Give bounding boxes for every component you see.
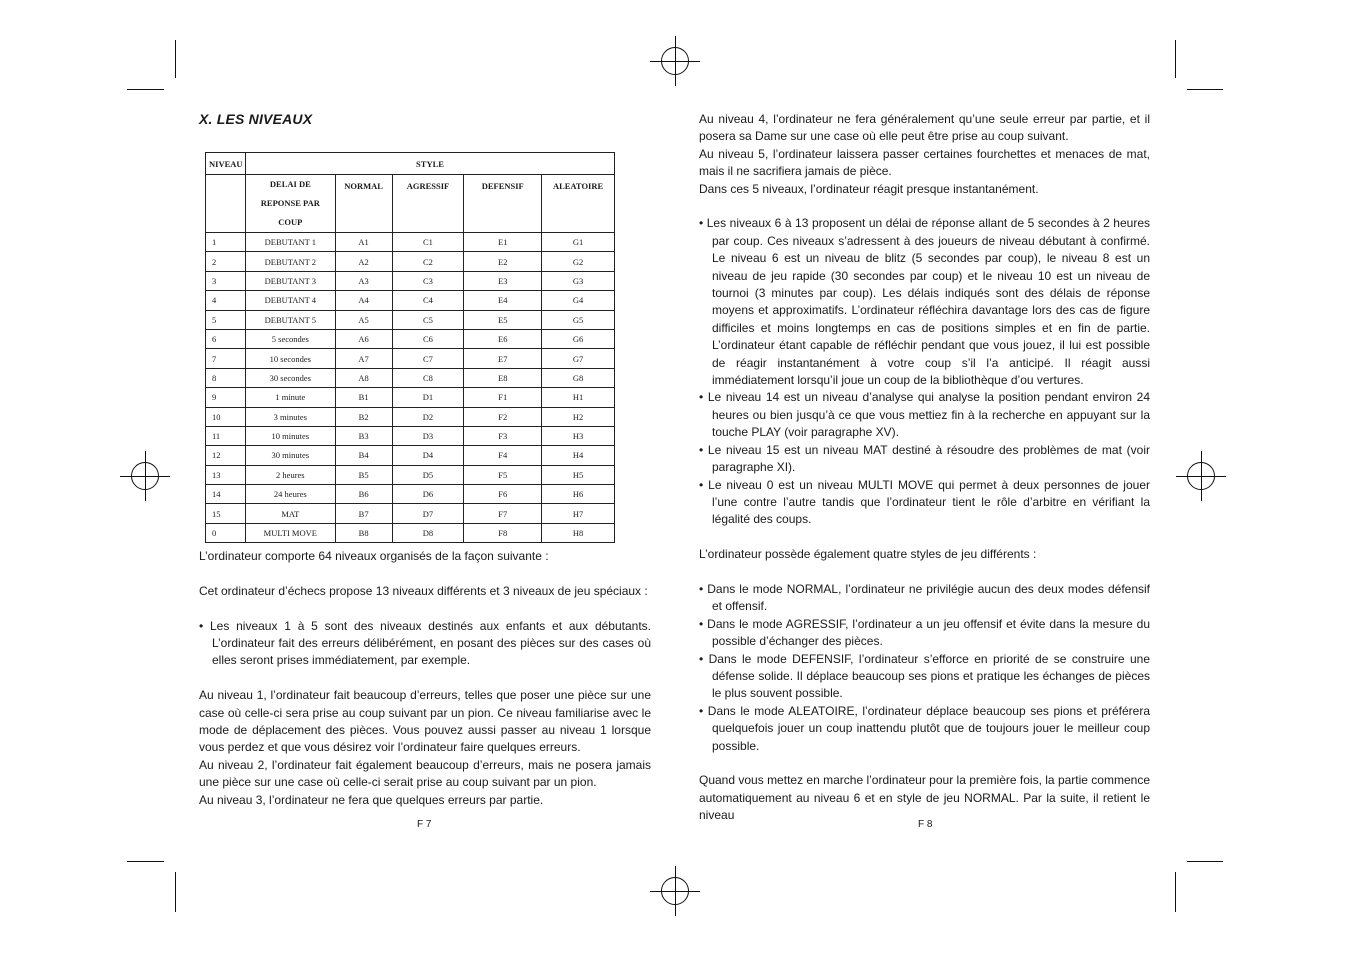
table-row — [206, 523, 615, 542]
table-cell: E8 — [464, 368, 542, 387]
table-cell: B1 — [335, 388, 392, 407]
table-cell: F6 — [464, 485, 542, 504]
table-cell: B5 — [335, 465, 392, 484]
paragraph: Quand vous mettez en marche l’ordinateur pour la première fois, la partie commence automatiquement au niveau 6 et en style de jeu NORMAL. Par la suite, il retient le niveau — [699, 773, 1150, 823]
bullet-item: • Dans le mode AGRESSIF, l’ordinateur a un jeu offensif et évite dans la mesure du possible d’échanger des pièces. — [699, 616, 1150, 649]
table-cell: H5 — [542, 465, 615, 484]
bullet-item: • Le niveau 14 est un niveau d’analyse qui analyse la position pendant environ 24 heures ou bien jusqu’à ce que vous mettiez fin à la recherche en appuyant sur la touche PLAY (voir paragraphe XV). — [699, 390, 1150, 440]
table-cell: E1 — [464, 233, 542, 252]
header-aleatoire: ALEATOIRE — [542, 175, 615, 233]
paragraph: Au niveau 5, l’ordinateur laissera passer certaines fourchettes et menaces de mat, mais il ne sacrifiera jamais de pièce. — [699, 146, 1150, 179]
table-cell: 9 — [206, 388, 246, 407]
table-cell: D1 — [392, 388, 464, 407]
table-cell: F2 — [464, 407, 542, 426]
paragraph: Cet ordinateur d’échecs propose 13 niveaux différents et 3 niveaux de jeu spéciaux : — [199, 583, 648, 598]
table-cell: B3 — [335, 426, 392, 445]
table-cell: 3 minutes — [245, 407, 335, 426]
table-cell: D8 — [392, 523, 464, 542]
registration-mark-icon — [661, 47, 689, 75]
table-cell: D7 — [392, 504, 464, 523]
crop-mark — [1175, 40, 1176, 78]
registration-mark-icon — [1187, 462, 1215, 490]
table-cell: A8 — [335, 368, 392, 387]
table-cell: 0 — [206, 523, 246, 542]
paragraph: Dans ces 5 niveaux, l’ordinateur réagit presque instantanément. — [699, 181, 1039, 196]
table-cell: E6 — [464, 329, 542, 348]
table-cell: DEBUTANT 2 — [245, 252, 335, 271]
table-cell: G1 — [542, 233, 615, 252]
page-number: F 7 — [417, 819, 432, 830]
table-cell: E3 — [464, 271, 542, 290]
table-cell: H8 — [542, 523, 615, 542]
left-column — [199, 548, 651, 809]
crop-mark — [127, 861, 164, 862]
table-cell: A6 — [335, 329, 392, 348]
header-niveau: NIVEAU — [206, 153, 246, 175]
table-cell: E5 — [464, 310, 542, 329]
levels-table — [205, 152, 615, 543]
table-cell: 7 — [206, 349, 246, 368]
table-cell: 1 minute — [245, 388, 335, 407]
registration-mark-icon — [131, 462, 159, 490]
table-cell: G6 — [542, 329, 615, 348]
table-cell: DEBUTANT 1 — [245, 233, 335, 252]
table-cell: B6 — [335, 485, 392, 504]
table-cell: H3 — [542, 426, 615, 445]
table-cell: B2 — [335, 407, 392, 426]
bullet-item: • Dans le mode NORMAL, l’ordinateur ne privilégie aucun des deux modes défensif et offensif. — [699, 581, 1150, 614]
table-cell: 10 minutes — [245, 426, 335, 445]
header-style: STYLE — [245, 153, 614, 175]
table-cell: 2 heures — [245, 465, 335, 484]
table-row — [206, 426, 615, 445]
table-cell: G3 — [542, 271, 615, 290]
table-cell: 8 — [206, 368, 246, 387]
table-cell: F5 — [464, 465, 542, 484]
table-cell: C8 — [392, 368, 464, 387]
table-cell: A4 — [335, 291, 392, 310]
section-title: X. LES NIVEAUX — [199, 111, 313, 127]
table-cell: E2 — [464, 252, 542, 271]
table-cell: DEBUTANT 3 — [245, 271, 335, 290]
header-agressif: AGRESSIF — [392, 175, 464, 233]
paragraph: Au niveau 1, l’ordinateur fait beaucoup d’erreurs, telles que poser une pièce sur une case où celle-ci sera prise au coup suivant par un pion. Ce niveau familiarise avec le mode de déplacement des pièces. Vous pouvez aussi passer au niveau 1 lorsque vous perdez et que vous désirez voir l’ordinateur faire quelques erreurs. — [199, 688, 651, 755]
bullet-item: • Les niveaux 6 à 13 proposent un délai de réponse allant de 5 secondes à 2 heures par coup. Ces niveaux s’adressent à des joueurs de niveau débutant à confirmé. Le niveau 6 est un niveau de blitz (5 secondes par coup), le niveau 8 est un niveau de jeu rapide (30 secondes par coup) et le niveau 10 est un niveau de tournoi (3 minutes par coup). Les délais indiqués sont des délais de réponse moyens et approximatifs. L’ordinateur réfléchira davantage lors des cas de figure difficiles et moins longtemps en cas de positions simples et en fin de partie. L’ordinateur étant capable de réfléchir pendant que vous jouez, il lui est possible de réagir instantanément à votre coup s’il l’a anticipé. Il réagit aussi immédiatement lorsqu’il joue un coup de la bibliothèque d’ou vertures. — [699, 216, 1150, 388]
table-cell: C4 — [392, 291, 464, 310]
paragraph: Au niveau 4, l’ordinateur ne fera généralement qu’une seule erreur par partie, et il posera sa Dame sur une case où elle peut être prise au coup suivant. — [699, 112, 1150, 144]
table-cell: DEBUTANT 5 — [245, 310, 335, 329]
crop-mark — [1175, 872, 1176, 912]
table-row — [206, 271, 615, 290]
table-row — [206, 329, 615, 348]
paragraph: L’ordinateur possède également quatre styles de jeu différents : — [699, 547, 1037, 562]
bullet-item: • Le niveau 0 est un niveau MULTI MOVE qui permet à deux personnes de jouer l’une contre l’autre tandis que l’ordinateur tient le rôle d’arbitre en vérifiant la légalité des coups. — [699, 477, 1150, 527]
table-cell: C2 — [392, 252, 464, 271]
table-cell: 14 — [206, 485, 246, 504]
table-row — [206, 368, 615, 387]
bullet-item: • Dans le mode DEFENSIF, l’ordinateur s’efforce en priorité de se construire une défense solide. Il déplace beaucoup ses pions et pratique les échanges de pièces le plus souvent possible. — [699, 651, 1150, 701]
paragraph: Au niveau 3, l’ordinateur ne fera que quelques erreurs par partie. — [199, 792, 544, 807]
table-row — [206, 446, 615, 465]
header-defensif: DEFENSIF — [464, 175, 542, 233]
table-cell: 11 — [206, 426, 246, 445]
table-cell: G4 — [542, 291, 615, 310]
table-cell: 10 secondes — [245, 349, 335, 368]
table-cell: G7 — [542, 349, 615, 368]
table-cell: G5 — [542, 310, 615, 329]
table-cell: C1 — [392, 233, 464, 252]
table-row — [206, 465, 615, 484]
table-cell: A7 — [335, 349, 392, 368]
table-cell: F7 — [464, 504, 542, 523]
header-normal: NORMAL — [335, 175, 392, 233]
table-cell: A5 — [335, 310, 392, 329]
table-cell: F4 — [464, 446, 542, 465]
table-cell: 10 — [206, 407, 246, 426]
table-cell: MULTI MOVE — [245, 523, 335, 542]
paragraph: L’ordinateur comporte 64 niveaux organisés de la façon suivante : — [199, 549, 549, 563]
table-cell: G8 — [542, 368, 615, 387]
table-cell: 30 secondes — [245, 368, 335, 387]
table-row — [206, 252, 615, 271]
header-empty — [206, 175, 246, 233]
table-cell: C5 — [392, 310, 464, 329]
header-delai: DELAI DE REPONSE PAR COUP — [245, 175, 335, 233]
table-cell: B8 — [335, 523, 392, 542]
table-cell: E4 — [464, 291, 542, 310]
table-cell: A2 — [335, 252, 392, 271]
table-row — [206, 310, 615, 329]
table-cell: A3 — [335, 271, 392, 290]
table-cell: 24 heures — [245, 485, 335, 504]
table-cell: F8 — [464, 523, 542, 542]
table-cell: 30 minutes — [245, 446, 335, 465]
table-cell: C3 — [392, 271, 464, 290]
table-row — [206, 504, 615, 523]
table-row — [206, 388, 615, 407]
table-cell: H1 — [542, 388, 615, 407]
table-cell: 5 — [206, 310, 246, 329]
table-cell: D5 — [392, 465, 464, 484]
crop-mark — [1187, 861, 1223, 862]
table-cell: 15 — [206, 504, 246, 523]
table-cell: F3 — [464, 426, 542, 445]
table-cell: 3 — [206, 271, 246, 290]
bullet-item: • Les niveaux 1 à 5 sont des niveaux destinés aux enfants et aux débutants. L’ordinateur fait des erreurs délibérément, en posant des pièces sur des cases où elles seront prises immédiatement, par exemple. — [199, 618, 651, 668]
right-column — [699, 111, 1150, 825]
table-cell: D6 — [392, 485, 464, 504]
table-row — [206, 233, 615, 252]
table-cell: F1 — [464, 388, 542, 407]
bullet-item: • Dans le mode ALEATOIRE, l’ordinateur déplace beaucoup ses pions et préférera quelquefois jouer un coup inattendu plutôt que de toujours jouer le meilleur coup possible. — [699, 703, 1150, 753]
table-cell: 5 secondes — [245, 329, 335, 348]
table-cell: D4 — [392, 446, 464, 465]
table-cell: 2 — [206, 252, 246, 271]
crop-mark — [1187, 89, 1223, 90]
table-cell: D2 — [392, 407, 464, 426]
table-cell: 13 — [206, 465, 246, 484]
crop-mark — [127, 89, 164, 90]
table-cell: 12 — [206, 446, 246, 465]
table-cell: H2 — [542, 407, 615, 426]
table-row — [206, 485, 615, 504]
bullet-item: • Le niveau 15 est un niveau MAT destiné à résoudre des problèmes de mat (voir paragraphe XI). — [699, 442, 1150, 475]
table-cell: 1 — [206, 233, 246, 252]
table-cell: 6 — [206, 329, 246, 348]
table-cell: C7 — [392, 349, 464, 368]
table-row — [206, 291, 615, 310]
table-row — [206, 349, 615, 368]
table-cell: A1 — [335, 233, 392, 252]
table-cell: G2 — [542, 252, 615, 271]
paragraph: Au niveau 2, l’ordinateur fait également beaucoup d’erreurs, mais ne posera jamais une pièce sur une case où celle-ci serait prise au coup suivant par un pion. — [199, 757, 651, 790]
table-cell: H6 — [542, 485, 615, 504]
table-cell: D3 — [392, 426, 464, 445]
table-row — [206, 407, 615, 426]
crop-mark — [175, 40, 176, 78]
table-cell: B4 — [335, 446, 392, 465]
table-cell: E7 — [464, 349, 542, 368]
table-cell: 4 — [206, 291, 246, 310]
crop-mark — [175, 872, 176, 912]
table-cell: C6 — [392, 329, 464, 348]
registration-mark-icon — [661, 877, 689, 905]
table-cell: B7 — [335, 504, 392, 523]
table-cell: H7 — [542, 504, 615, 523]
page-number: F 8 — [918, 819, 933, 830]
table-cell: MAT — [245, 504, 335, 523]
table-cell: DEBUTANT 4 — [245, 291, 335, 310]
table-cell: H4 — [542, 446, 615, 465]
